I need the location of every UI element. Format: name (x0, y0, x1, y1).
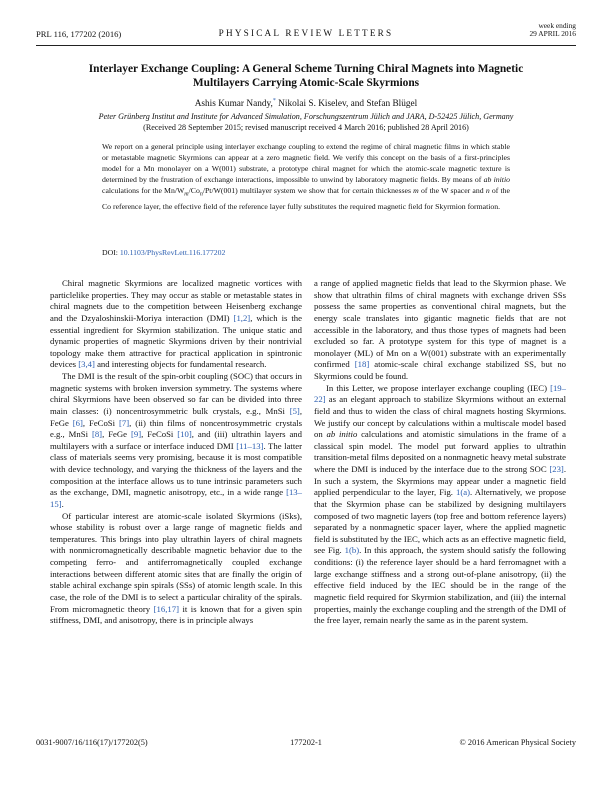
paragraph-text: In this Letter, we propose interlayer exchange coupling (IEC) (326, 382, 551, 393)
abstract-emphasis: ab initio (483, 175, 510, 184)
abstract-text: /Co (188, 186, 200, 195)
page-number: 177202-1 (290, 738, 322, 747)
affiliation: Peter Grünberg Institut and Institute for Advanced Simulation, Forschungszentrum Jülich and JARA, D-52425 Jülich, Germany (98, 112, 514, 121)
abstract-subscript: n (199, 191, 203, 198)
running-header (36, 22, 576, 44)
paragraph-text: , FeCoSi (141, 429, 178, 440)
paragraph (50, 511, 302, 627)
paper-title (60, 62, 552, 90)
citation-link[interactable]: [3,4] (78, 359, 95, 370)
abstract (102, 141, 510, 212)
paragraph-text: a range of applied magnetic fields that lead to the Skyrmion phase. We show that ultrathin films of chiral magnets with exchange driven SSs possess the same properties as conventional chiral magnets, but the energy scale translates into gigantic magnetic fields that are not accessible in the laboratory, and thus those types of magnets had been excluded so far. A prototype system for this type of magnet is a monolayer (ML) of Mn on a W(001) substrate with an experimentally confirmed (314, 278, 566, 370)
paragraph-text: . Alternatively, we propose that the Skyrmion phase can be stabilized by designing multilayers composed of two magnetic layers (top free and bottom reference layers) separated by a nonmagnetic spacer layer, where the applied magnetic field is substituted by the IEC, which acts as an effective magnetic field, see Fig. (314, 487, 566, 556)
doi-label: DOI: (102, 248, 120, 257)
doi-line (102, 248, 225, 257)
abstract-text: /Pt/W(001) multilayer system we show that for certain thicknesses (202, 186, 414, 195)
paragraph-text: it is known that for a given spin stiffness, DMI, and anisotropy, there is in principle always (50, 603, 303, 626)
citation-link[interactable]: [19–22] (314, 382, 566, 405)
citation-link[interactable]: [9] (130, 429, 142, 440)
paragraph-text: calculations and atomistic simulations in the frame of a classical spin model. The model put forward applies to ultrathin transition-metal films deposited on a nonmagnetic heavy metal substrate where the DMI is induced by the interface due to the strong SOC (314, 429, 567, 474)
citation-link[interactable]: [18] (354, 359, 370, 370)
week-label: week ending (538, 21, 576, 30)
copyright: © 2016 American Physical Society (459, 738, 576, 747)
paragraph-text: , FeGe (50, 405, 302, 428)
paragraph-text: . (61, 498, 64, 509)
abstract-subscript: m (184, 191, 189, 198)
doi-link[interactable]: 10.1103/PhysRevLett.116.177202 (119, 248, 226, 257)
abstract-text: of the Co reference layer, the effective field of the reference layer fully substitutes the required magnetic field for Skyrmion formation. (102, 186, 510, 211)
issue-date (529, 22, 576, 39)
citation-link[interactable]: [6] (72, 417, 83, 428)
title-line-1: Interlayer Exchange Coupling: A General Scheme Turning Chiral Magnets into Magnetic (88, 63, 524, 75)
paragraph-text: as an elegant approach to stabilize Skyrmions without an external field and thus to widen the class of chiral magnets hosting Skyrmions. We justify our concept by calculations within a multiscale model based on (314, 394, 566, 440)
journal-name: PHYSICAL REVIEW LETTERS (218, 28, 394, 38)
paragraph-text: and interesting objects for fundamental research. (94, 359, 267, 370)
paragraph (314, 383, 566, 627)
paragraph-text: , which is the essential ingredient for Skyrmion stabilization. The unique static and dynamic properties of magnetic Skyrmions driven by their nontrivial topology make them attractive for practical application in spintronic devices (50, 312, 302, 370)
citation-link[interactable]: 1(a) (456, 487, 471, 498)
citation-link[interactable]: [5] (289, 405, 300, 416)
footer-code: 0031-9007/16/116(17)/177202(5) (36, 738, 148, 747)
abstract-variable: n (485, 186, 490, 195)
citation-link[interactable]: [11–13] (236, 440, 264, 451)
author-1: Ashis Kumar Nandy, (194, 99, 273, 110)
citation-link[interactable]: [7] (118, 417, 130, 428)
paragraph-text: . In such a system, the Skyrmions may appear under a magnetic field applied perpendicular to the layer, Fig. (314, 464, 566, 498)
citation-link[interactable]: [10] (177, 429, 192, 440)
title-line-2: Multilayers Carrying Atomic-Scale Skyrmions (192, 77, 420, 89)
journal-reference: PRL 116, 177202 (2016) (36, 29, 122, 39)
abstract-text: We report on a general principle using interlayer exchange coupling to extend the regime of chiral magnetic films in which stable or metastable magnetic Skyrmions can appear at a zero magnetic field. We verify this concept on the basis of a first-principles model for a Mn monolayer on a W(001) substrate, a prototype chiral magnet for which the atomic-scale magnetic texture is determined by the frustration of exchange interactions, impossible to unwind by laboratory magnetic fields. By means of (102, 142, 510, 184)
citation-link[interactable]: [16,17] (153, 603, 179, 614)
paragraph-text: Chiral magnetic Skyrmions are localized magnetic vortices with particlelike properties. They may occur as stable or metastable states in chiral magnets due to the competition between Heisenberg exchange and the Dzyaloshinskii-Moriya interaction (DMI) (50, 278, 302, 323)
paragraph (314, 278, 566, 383)
abstract-text: of the W spacer and (418, 186, 486, 195)
citation-link[interactable]: [8] (91, 429, 103, 440)
paragraph (50, 278, 302, 371)
abstract-text: calculations for the Mn/W (102, 186, 185, 195)
other-authors: Nikolai S. Kiselev, and Stefan Blügel (275, 99, 418, 110)
author-footnote-mark[interactable]: * (272, 98, 276, 104)
author-list (36, 98, 576, 109)
emphasis: ab initio (326, 429, 358, 440)
citation-link[interactable]: 1(b) (344, 545, 360, 556)
paragraph-text: . In this approach, the system should satisfy the following conditions: (i) the reference layer should be a hard ferromagnet with a large exchange stiffness and a strong out-of-plane anisotropy, (ii) the effective field induced by the IEC should be in the range of the magnetic field required for Skyrmion stabilization, and (iii) the internal properties, mainly the exchange coupling and the strength of the DMI of the free layer, remain nearly the same as in the parent system. (314, 545, 566, 626)
paragraph-text: , FeGe (102, 429, 131, 440)
citation-link[interactable]: [23] (549, 464, 564, 474)
paragraph-text: atomic-scale chiral exchange stabilized SS, but no Skyrmions could be found. (314, 359, 567, 381)
paragraph-text: . The latter class of materials seems very promising, because it is most compatible with device technology, and varying the thickness of the layers and the composition at the interface allows us to tune intrinsic parameters such as the exchange, DMI, magnetic anisotropy, etc., in a wide range (50, 440, 302, 498)
citation-link[interactable]: [1,2] (233, 312, 251, 323)
paragraph (50, 371, 302, 511)
header-rule (36, 45, 576, 46)
left-column (50, 278, 302, 627)
paragraph-text: , (ii) thin films of noncentrosymmetric crystals e.g., MnSi (50, 417, 302, 440)
citation-link[interactable]: [13–15] (50, 487, 302, 509)
paragraph-text: , and (iii) ultrathin layers and multilayers with a surface or interface induced DMI (50, 429, 302, 451)
paragraph-text: Of particular interest are atomic-scale isolated Skyrmions (iSks), whose stability is robust over a large range of magnetic fields and temperatures. This brings into play ultrathin layers of chiral magnets with nonmicromagnetically describable magnetic behavior due to the competing ferro- and antiferromagnetically coupled exchange interactions between different atomic sites that are finally the origin of stable achiral exchange spin spirals (SSs) of atomic length scale. In this case, the role of the DMI is to select a particular chirality of the spirals. From micromagnetic theory (50, 510, 302, 614)
right-column (314, 278, 566, 627)
page-footer (36, 738, 576, 750)
week-date: 29 APRIL 2016 (529, 29, 576, 39)
abstract-variable: m (413, 186, 419, 195)
paragraph-text: The DMI is the result of the spin-orbit coupling (SOC) that occurs in magnetic systems with broken inversion symmetry. The systems where chiral Skyrmions have been observed so far can be divided into three main classes: (i) noncentrosymmetric bulk crystals, e.g., MnSi (50, 371, 302, 416)
received-dates: (Received 28 September 2015; revised manuscript received 4 March 2016; published 28 April 2016) (143, 123, 469, 132)
paragraph-text: , FeCoSi (82, 417, 119, 428)
